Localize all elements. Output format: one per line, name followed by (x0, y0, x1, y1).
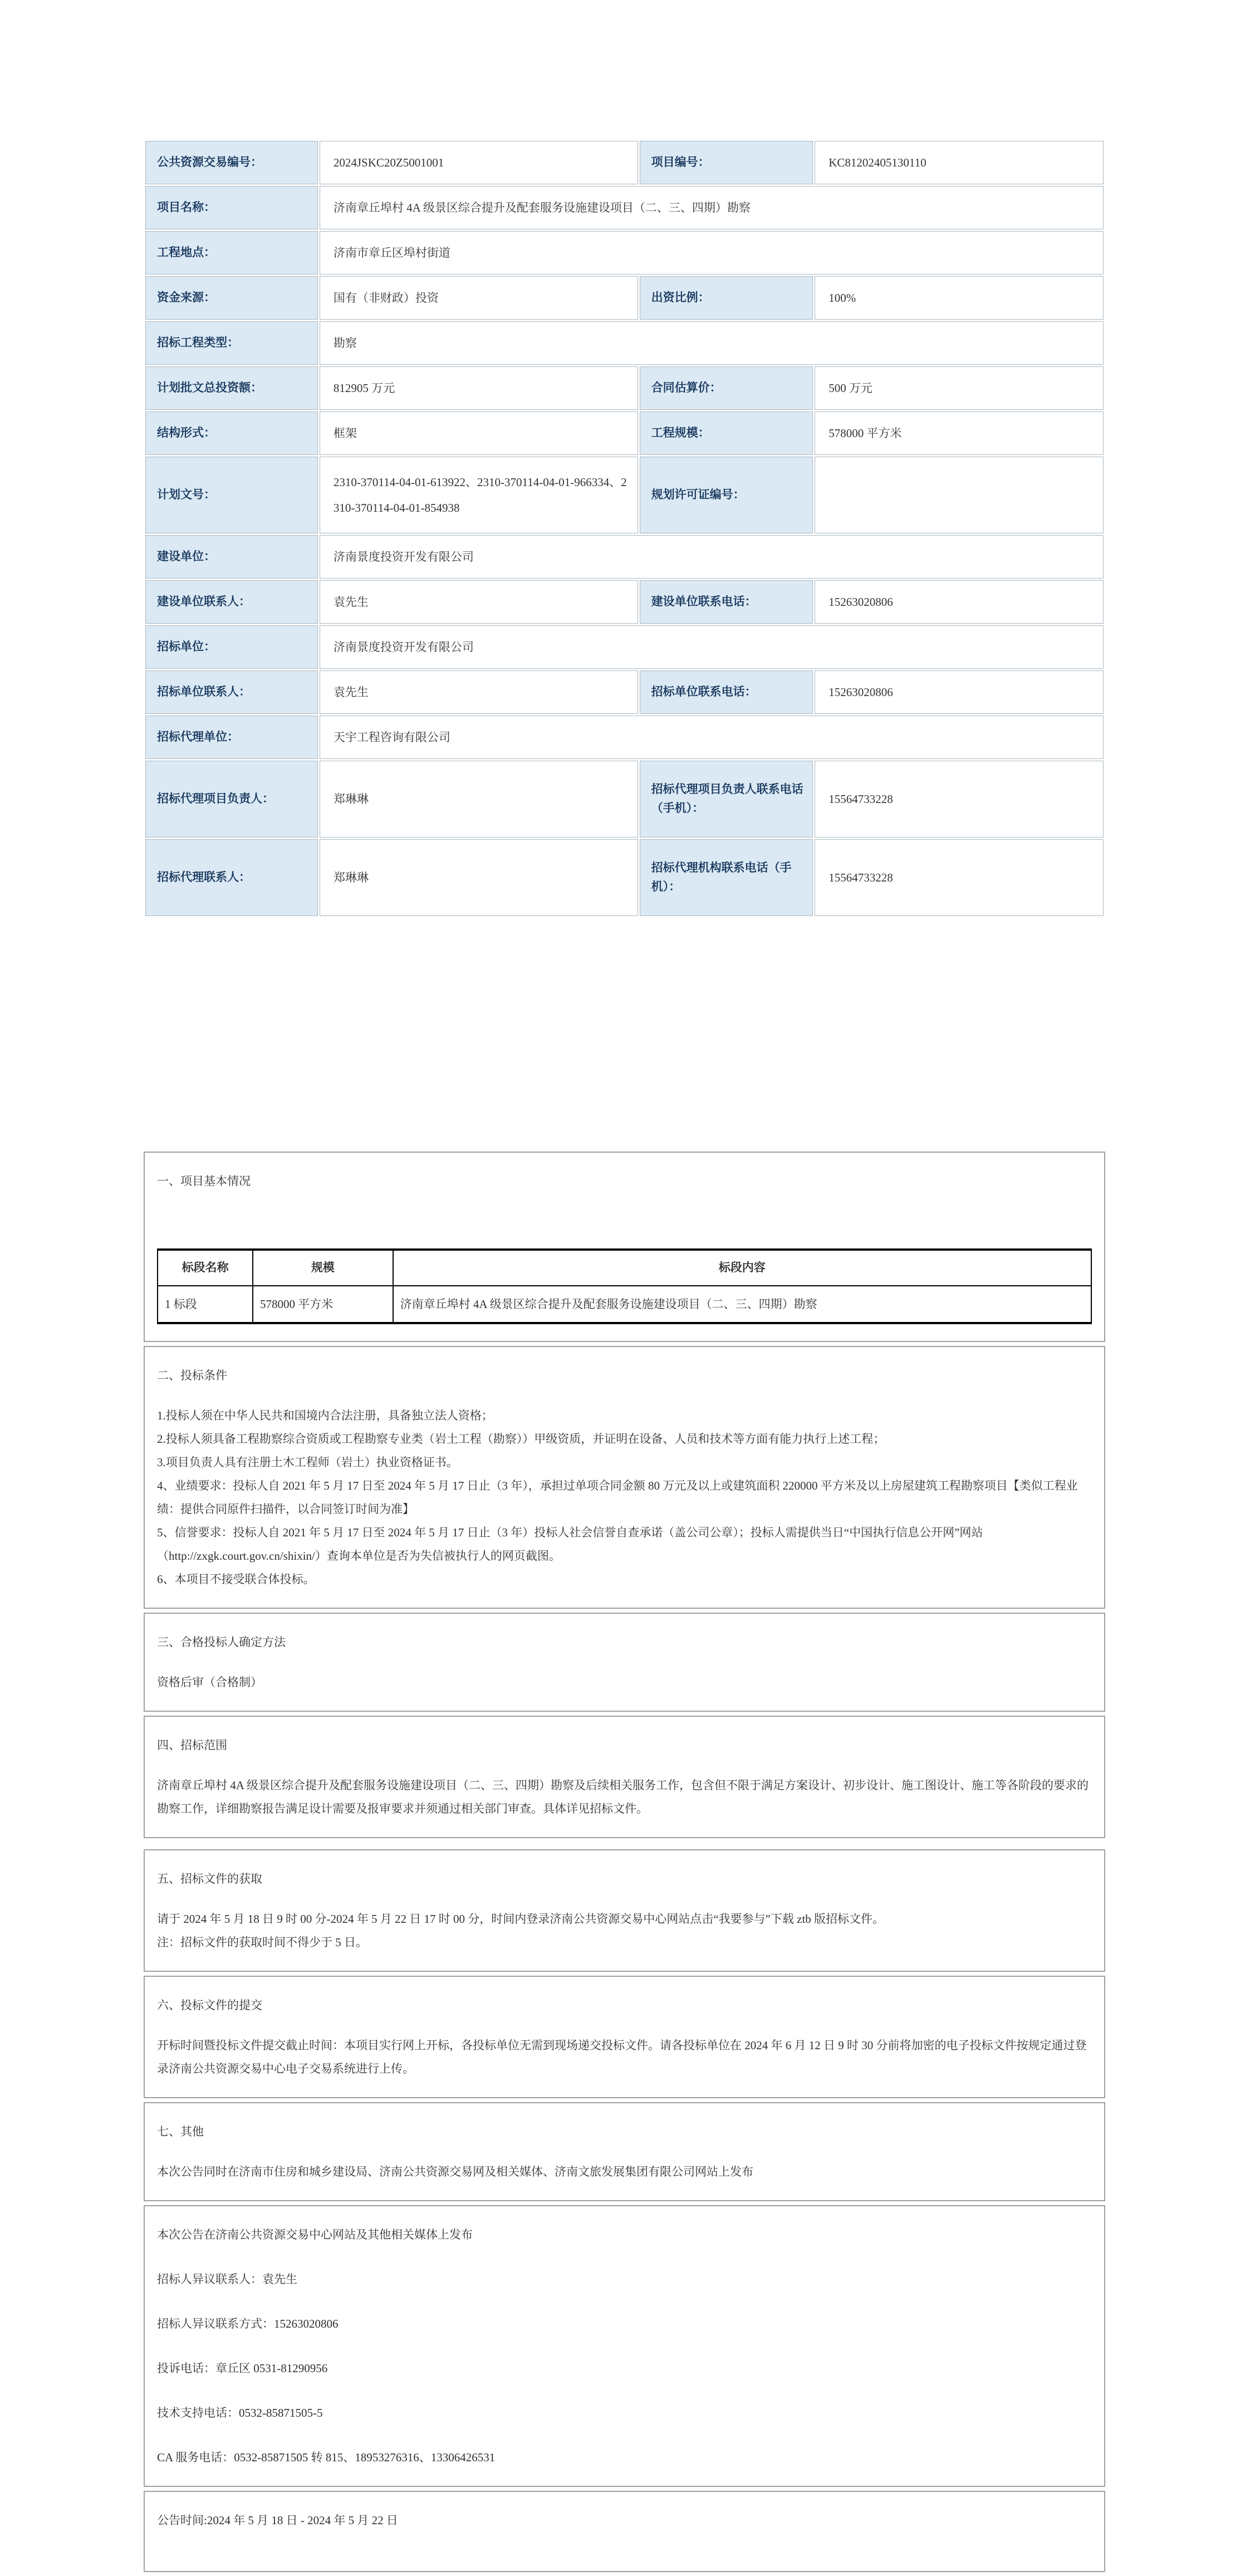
section-title: 七、其他 (157, 2125, 204, 2138)
section-contacts (144, 2205, 1105, 2487)
info-value: 勘察 (320, 321, 1104, 365)
info-label: 招标单位联系人： (145, 670, 318, 714)
section-title: 一、项目基本情况 (157, 1174, 251, 1188)
info-value: 框架 (320, 412, 638, 455)
info-label: 招标代理联系人： (145, 839, 318, 916)
condition-item: 5、信誉要求：投标人自 2021 年 5 月 17 日至 2024 年 5 月 17 日止（3 年）投标人社会信誉自查承诺（盖公司公章）；投标人需提供当日“中国执行信息公开网”网站（http://zxgk.court.gov.cn/shixin/）查询本单位是否为失信被执行人的网页截图。 (157, 1526, 983, 1563)
section-other (144, 2102, 1105, 2201)
section-title: 六、投标文件的提交 (157, 1999, 262, 2012)
info-value: 郑琳琳 (320, 839, 638, 916)
table-row (158, 1286, 1091, 1323)
info-value: 15263020806 (815, 670, 1104, 714)
info-label: 建设单位联系电话： (640, 580, 813, 624)
section-title: 四、招标范围 (157, 1738, 227, 1752)
table-row (145, 141, 1104, 184)
table-row (145, 580, 1104, 624)
info-value: 15263020806 (815, 580, 1104, 624)
condition-item: 1.投标人须在中华人民共和国境内合法注册，具备独立法人资格； (157, 1409, 493, 1422)
info-value: 国有（非财政）投资 (320, 276, 638, 320)
info-label: 建设单位联系人： (145, 580, 318, 624)
info-value: 济南章丘埠村 4A 级景区综合提升及配套服务设施建设项目（二、三、四期）勘察 (320, 186, 1104, 229)
info-label: 招标代理项目负责人： (145, 761, 318, 838)
bid-section-scale: 578000 平方米 (253, 1286, 393, 1323)
info-label: 招标单位联系电话： (640, 670, 813, 714)
info-value: 15564733228 (815, 761, 1104, 838)
table-row (145, 839, 1104, 916)
info-label: 结构形式： (145, 412, 318, 455)
condition-item: 2.投标人须具备工程勘察综合资质或工程勘察专业类（岩土工程（勘察））甲级资质，并证明在设备、人员和技术等方面有能力执行上述工程； (157, 1432, 885, 1446)
condition-item: 6、本项目不接受联合体投标。 (157, 1573, 315, 1586)
info-label: 项目编号： (640, 141, 813, 184)
section-body: 开标时间暨投标文件提交截止时间：本项目实行网上开标，各投标单位无需到现场递交投标文件。请各投标单位在 2024 年 6 月 12 日 9 时 30 分前将加密的电子投标文件按规定通过登录济南公共资源交易中心电子交易系统进行上传。 (157, 2039, 1087, 2075)
info-value: 812905 万元 (320, 366, 638, 410)
section-bid-conditions (144, 1346, 1105, 1609)
info-label: 资金来源： (145, 276, 318, 320)
section-document-acquisition (144, 1849, 1105, 1972)
section-body: 济南章丘埠村 4A 级景区综合提升及配套服务设施建设项目（二、三、四期）勘察及后续相关服务工作，包含但不限于满足方案设计、初步设计、施工图设计、施工等各阶段的要求的勘察工作，详细勘察报告满足设计需要及报审要求并须通过相关部门审查。具体详见招标文件。 (157, 1779, 1089, 1815)
info-label: 项目名称： (145, 186, 318, 229)
objection-contact-person: 招标人异议联系人：袁先生 (157, 2273, 297, 2286)
table-row (145, 535, 1104, 579)
info-value: KC81202405130110 (815, 141, 1104, 184)
info-value: 济南市章丘区埠村街道 (320, 231, 1104, 275)
info-value: 500 万元 (815, 366, 1104, 410)
table-row (145, 761, 1104, 838)
info-label: 招标工程类型： (145, 321, 318, 365)
complaint-phone: 投诉电话：章丘区 0531-81290956 (157, 2362, 328, 2375)
info-label: 招标单位： (145, 625, 318, 669)
section-title: 二、投标条件 (157, 1369, 227, 1382)
table-row (145, 366, 1104, 410)
table-row (145, 231, 1104, 275)
info-value: 郑琳琳 (320, 761, 638, 838)
condition-item: 3.项目负责人具有注册土木工程师（岩土）执业资格证书。 (157, 1456, 458, 1469)
info-label: 计划批文总投资额： (145, 366, 318, 410)
info-value: 578000 平方米 (815, 412, 1104, 455)
ca-service-phone: CA 服务电话：0532-85871505 转 815、18953276316、13306426531 (157, 2451, 496, 2464)
info-label: 建设单位： (145, 535, 318, 579)
info-label: 规划许可证编号： (640, 457, 813, 533)
info-label: 合同估算价： (640, 366, 813, 410)
info-label: 出资比例： (640, 276, 813, 320)
table-row (145, 625, 1104, 669)
section-note: 注：招标文件的获取时间不得少于 5 日。 (157, 1936, 367, 1949)
bid-col-header: 标段名称 (158, 1250, 253, 1286)
info-value: 100% (815, 276, 1104, 320)
section-title: 五、招标文件的获取 (157, 1872, 262, 1886)
info-value: 袁先生 (320, 670, 638, 714)
announcement-period: 公告时间:2024 年 5 月 18 日 - 2024 年 5 月 22 日 (157, 2514, 398, 2527)
table-row (145, 716, 1104, 759)
section-title: 三、合格投标人确定方法 (157, 1635, 286, 1649)
section-qualification-method (144, 1613, 1105, 1712)
info-value: 济南景度投资开发有限公司 (320, 535, 1104, 579)
table-row (145, 457, 1104, 533)
section-body: 本次公告同时在济南市住房和城乡建设局、济南公共资源交易网及相关媒体、济南文旅发展集团有限公司网站上发布 (157, 2165, 753, 2178)
table-row (145, 276, 1104, 320)
table-row (145, 670, 1104, 714)
objection-contact-phone: 招标人异议联系方式：15263020806 (157, 2317, 339, 2330)
announcement-document (144, 139, 1105, 2576)
section-document-submission (144, 1976, 1105, 2098)
table-row (145, 412, 1104, 455)
announcement-sections (144, 1152, 1105, 2572)
publish-note: 本次公告在济南公共资源交易中心网站及其他相关媒体上发布 (157, 2228, 473, 2241)
info-label: 公共资源交易编号： (145, 141, 318, 184)
info-value: 15564733228 (815, 839, 1104, 916)
info-label: 招标代理项目负责人联系电话（手机）： (640, 761, 813, 838)
bid-section-table (157, 1248, 1092, 1324)
info-value: 2024JSKC20Z5001001 (320, 141, 638, 184)
section-body: 资格后审（合格制） (157, 1676, 262, 1689)
info-value: 济南景度投资开发有限公司 (320, 625, 1104, 669)
info-value: 天宇工程咨询有限公司 (320, 716, 1104, 759)
project-info-table (144, 139, 1105, 918)
info-value: 2310-370114-04-01-613922、2310-370114-04-01-966334、2310-370114-04-01-854938 (320, 457, 638, 533)
bid-section-content: 济南章丘埠村 4A 级景区综合提升及配套服务设施建设项目（二、三、四期）勘察 (393, 1286, 1091, 1323)
info-label: 计划文号： (145, 457, 318, 533)
table-row (145, 321, 1104, 365)
info-label: 工程规模： (640, 412, 813, 455)
info-value (815, 457, 1104, 533)
info-value: 袁先生 (320, 580, 638, 624)
condition-item: 4、业绩要求：投标人自 2021 年 5 月 17 日至 2024 年 5 月 17 日止（3 年），承担过单项合同金额 80 万元及以上或建筑面积 220000 平方米及以上房屋建筑工程勘察项目【类似工程业绩：提供合同原件扫描件，以合同签订时间为准】 (157, 1479, 1078, 1516)
section-bid-scope (144, 1716, 1105, 1838)
bid-section-name: 1 标段 (158, 1286, 253, 1323)
tech-support-phone: 技术支持电话：0532-85871505-5 (157, 2406, 323, 2420)
section-body: 请于 2024 年 5 月 18 日 9 时 00 分-2024 年 5 月 22 日 17 时 00 分，时间内登录济南公共资源交易中心网站点击“我要参与”下载 ztb 版招标文件。 (157, 1912, 885, 1926)
bid-col-header: 规模 (253, 1250, 393, 1286)
info-label: 招标代理机构联系电话（手机）： (640, 839, 813, 916)
table-header-row (158, 1250, 1091, 1286)
info-label: 招标代理单位： (145, 716, 318, 759)
bid-col-header: 标段内容 (393, 1250, 1091, 1286)
section-announcement-period (144, 2491, 1105, 2572)
info-label: 工程地点： (145, 231, 318, 275)
table-row (145, 186, 1104, 229)
section-basic-info (144, 1152, 1105, 1342)
